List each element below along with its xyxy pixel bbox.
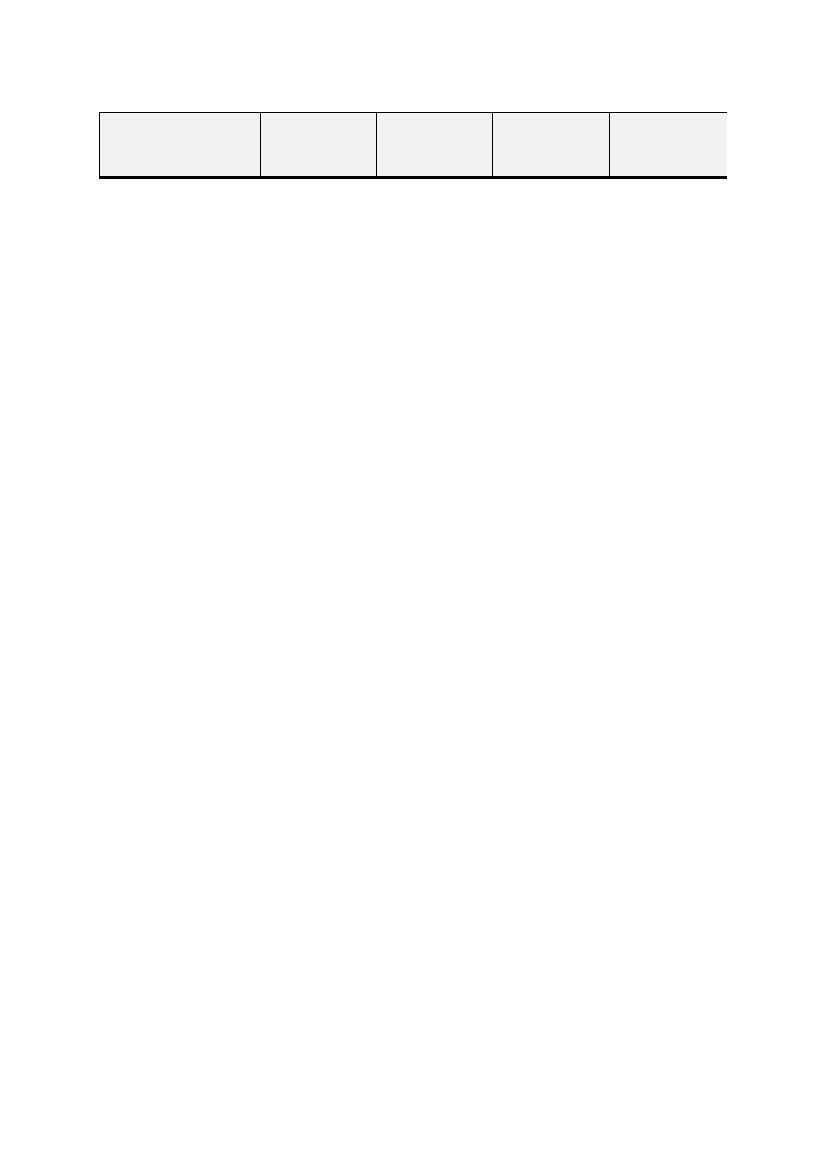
header-assessment [493,113,610,177]
header-stage [100,113,261,177]
header-student [377,113,493,177]
row-assessment [493,178,610,179]
lesson-plan-container [99,112,727,179]
lesson-plan-table [99,112,727,179]
row-resources [610,178,728,179]
lesson-plan-row [100,178,728,179]
document-page [99,100,727,112]
row-stage [100,178,261,179]
header-teacher [261,113,377,177]
row-teacher-actions [261,178,377,179]
row-student-actions [377,178,493,179]
header-resources [610,113,728,177]
lesson-plan-header-row [100,113,728,177]
